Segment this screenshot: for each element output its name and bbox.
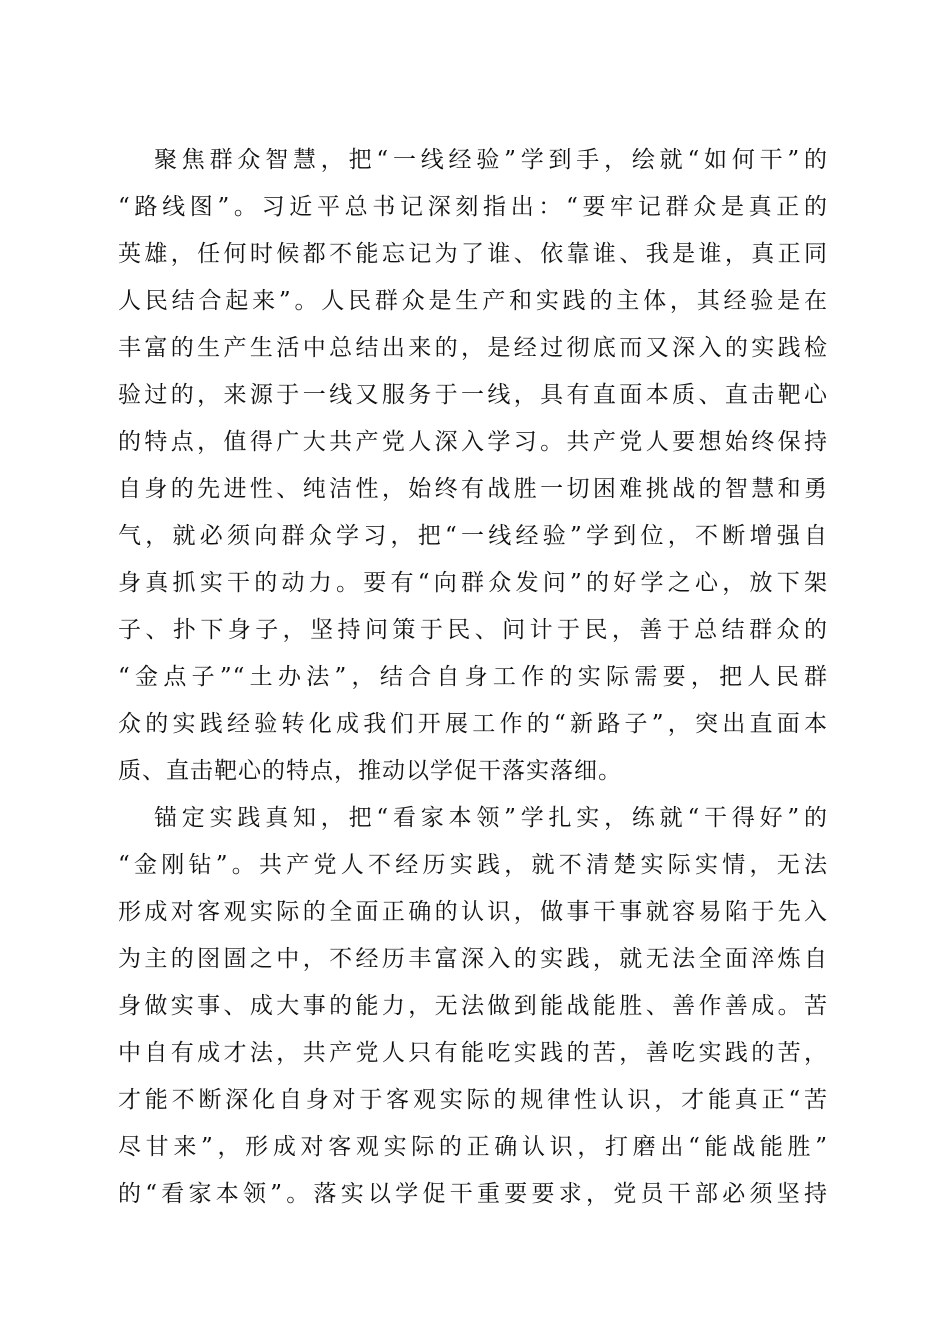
- text-line: 丰富的生产生活中总结出来的，是经过彻底而又深入的实践检: [118, 335, 828, 361]
- text-line: 质、直击靶心的特点，推动以学促干落实落细。: [118, 758, 622, 784]
- text-line: 锚定实践真知，把“看家本领”学扎实，练就“干得好”的: [154, 805, 828, 831]
- text-line: 英雄，任何时候都不能忘记为了谁、依靠谁、我是谁，真正同: [118, 241, 828, 267]
- text-line: 人民结合起来”。人民群众是生产和实践的主体，其经验是在: [118, 288, 828, 314]
- text-line: 子、扑下身子，坚持问策于民、问计于民，善于总结群众的: [118, 617, 828, 643]
- text-line: “金点子”“土办法”，结合自身工作的实际需要，把人民群: [118, 664, 828, 690]
- text-line: “路线图”。习近平总书记深刻指出：“要牢记群众是真正的: [118, 194, 828, 220]
- text-line: 自身的先进性、纯洁性，始终有战胜一切困难挑战的智慧和勇: [118, 476, 828, 502]
- text-line: 形成对客观实际的全面正确的认识，做事干事就容易陷于先入: [118, 899, 828, 925]
- text-line: 中自有成才法，共产党人只有能吃实践的苦，善吃实践的苦，: [118, 1040, 828, 1066]
- text-line: 气，就必须向群众学习，把“一线经验”学到位，不断增强自: [118, 523, 828, 549]
- paragraph-2: [118, 795, 828, 1218]
- paragraph-1: [118, 137, 828, 795]
- text-line: “金刚钻”。共产党人不经历实践，就不清楚实际实情，无法: [118, 852, 828, 878]
- text-line: 聚焦群众智慧，把“一线经验”学到手，绘就“如何干”的: [154, 147, 828, 173]
- text-line: 的特点，值得广大共产党人深入学习。共产党人要想始终保持: [118, 429, 828, 455]
- text-line: 验过的，来源于一线又服务于一线，具有直面本质、直击靶心: [118, 382, 828, 408]
- text-line: 身做实事、成大事的能力，无法做到能战能胜、善作善成。苦: [118, 993, 828, 1019]
- text-line: 众的实践经验转化成我们开展工作的“新路子”，突出直面本: [118, 711, 828, 737]
- text-line: 的“看家本领”。落实以学促干重要要求，党员干部必须坚持: [118, 1181, 828, 1207]
- text-line: 为主的囹圄之中，不经历丰富深入的实践，就无法全面淬炼自: [118, 946, 828, 972]
- text-line: 身真抓实干的动力。要有“向群众发问”的好学之心，放下架: [118, 570, 828, 596]
- text-line: 才能不断深化自身对于客观实际的规律性认识，才能真正“苦: [118, 1087, 828, 1113]
- text-line: 尽甘来”，形成对客观实际的正确认识，打磨出“能战能胜”: [118, 1134, 828, 1160]
- document-body: [118, 137, 828, 1218]
